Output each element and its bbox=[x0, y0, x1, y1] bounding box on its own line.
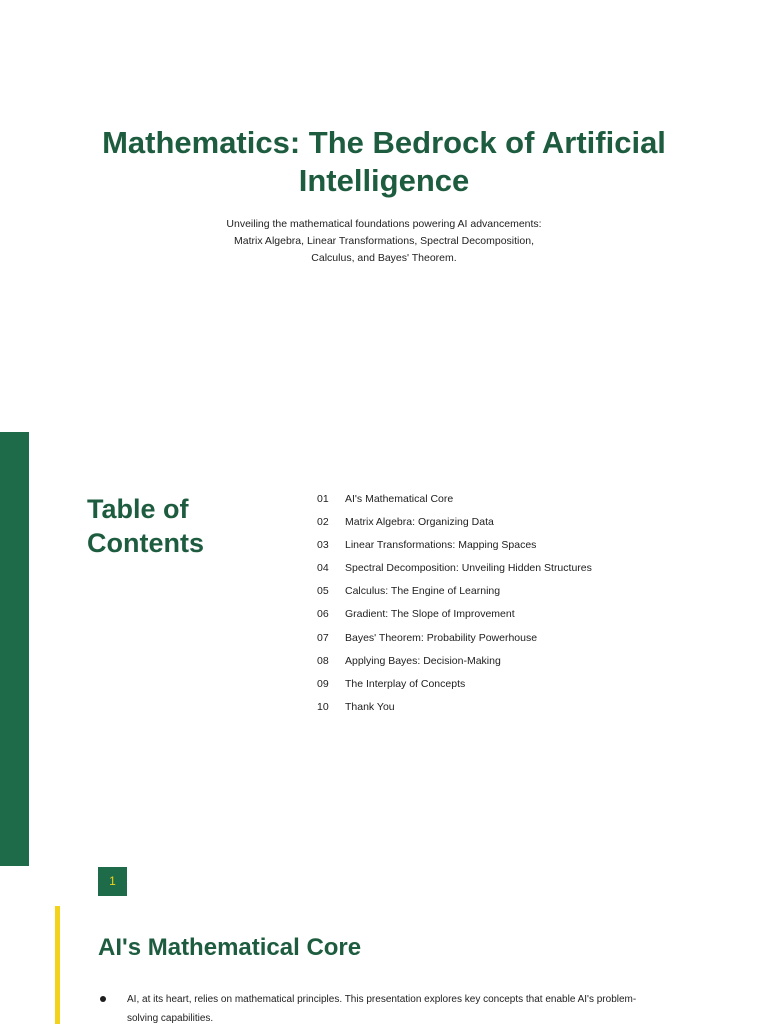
toc-item-label: The Interplay of Concepts bbox=[345, 677, 466, 690]
toc-item-label: Matrix Algebra: Organizing Data bbox=[345, 516, 494, 529]
toc-item-label: Bayes' Theorem: Probability Powerhouse bbox=[345, 631, 538, 644]
toc-item-number: 03 bbox=[317, 539, 329, 552]
toc-list bbox=[317, 488, 592, 719]
toc-item-label: Thank You bbox=[345, 700, 395, 713]
title-slide bbox=[0, 0, 768, 432]
bullet-item bbox=[98, 990, 658, 1024]
toc-item bbox=[317, 557, 592, 580]
slide-number-badge: 1 bbox=[98, 867, 127, 896]
toc-item-number: 01 bbox=[317, 493, 329, 505]
toc-heading: Table of Contents bbox=[87, 494, 204, 558]
toc-item bbox=[317, 650, 592, 673]
toc-item-label: Applying Bayes: Decision-Making bbox=[345, 654, 501, 667]
toc-item-number: 08 bbox=[317, 654, 329, 667]
toc-item-label: Gradient: The Slope of Improvement bbox=[345, 608, 515, 621]
toc-item-label: Linear Transformations: Mapping Spaces bbox=[345, 539, 537, 552]
section-slide bbox=[0, 866, 768, 1024]
toc-item bbox=[317, 488, 592, 511]
presentation-title: Mathematics: The Bedrock of Artificial Intelligence bbox=[102, 125, 666, 198]
toc-item bbox=[317, 696, 592, 719]
presentation-subtitle: Unveiling the mathematical foundations powering AI advancements: Matrix Algebra, Linear Transformations, Spectral Decomposition, Calculus, and Bayes' Theorem. bbox=[226, 218, 542, 264]
toc-item-number: 09 bbox=[317, 677, 329, 690]
toc-item-number: 02 bbox=[317, 516, 329, 529]
bullet-dot-icon bbox=[100, 996, 106, 1002]
section-heading: AI's Mathematical Core bbox=[98, 934, 362, 961]
toc-item-number: 04 bbox=[317, 562, 329, 575]
toc-item-number: 10 bbox=[317, 700, 329, 713]
toc-item-label: Spectral Decomposition: Unveiling Hidden Structures bbox=[345, 562, 592, 575]
toc-item-label: AI's Mathematical Core bbox=[345, 493, 454, 505]
toc-item-number: 07 bbox=[317, 631, 329, 644]
toc-item-label: Calculus: The Engine of Learning bbox=[345, 585, 501, 598]
bullet-list bbox=[98, 990, 658, 1024]
yellow-accent-bar bbox=[55, 906, 60, 1024]
bullet-text: AI, at its heart, relies on mathematical principles. This presentation explores key concepts that enable AI's problem-solving capabilities. bbox=[127, 994, 637, 1024]
toc-item bbox=[317, 627, 592, 650]
toc-item bbox=[317, 603, 592, 626]
toc-item bbox=[317, 580, 592, 603]
toc-item-number: 05 bbox=[317, 585, 329, 598]
toc-item-number: 06 bbox=[317, 608, 329, 621]
green-accent-bar bbox=[0, 432, 29, 866]
toc-item bbox=[317, 673, 592, 696]
toc-item bbox=[317, 511, 592, 534]
toc-item bbox=[317, 534, 592, 557]
table-of-contents-slide bbox=[0, 432, 768, 866]
